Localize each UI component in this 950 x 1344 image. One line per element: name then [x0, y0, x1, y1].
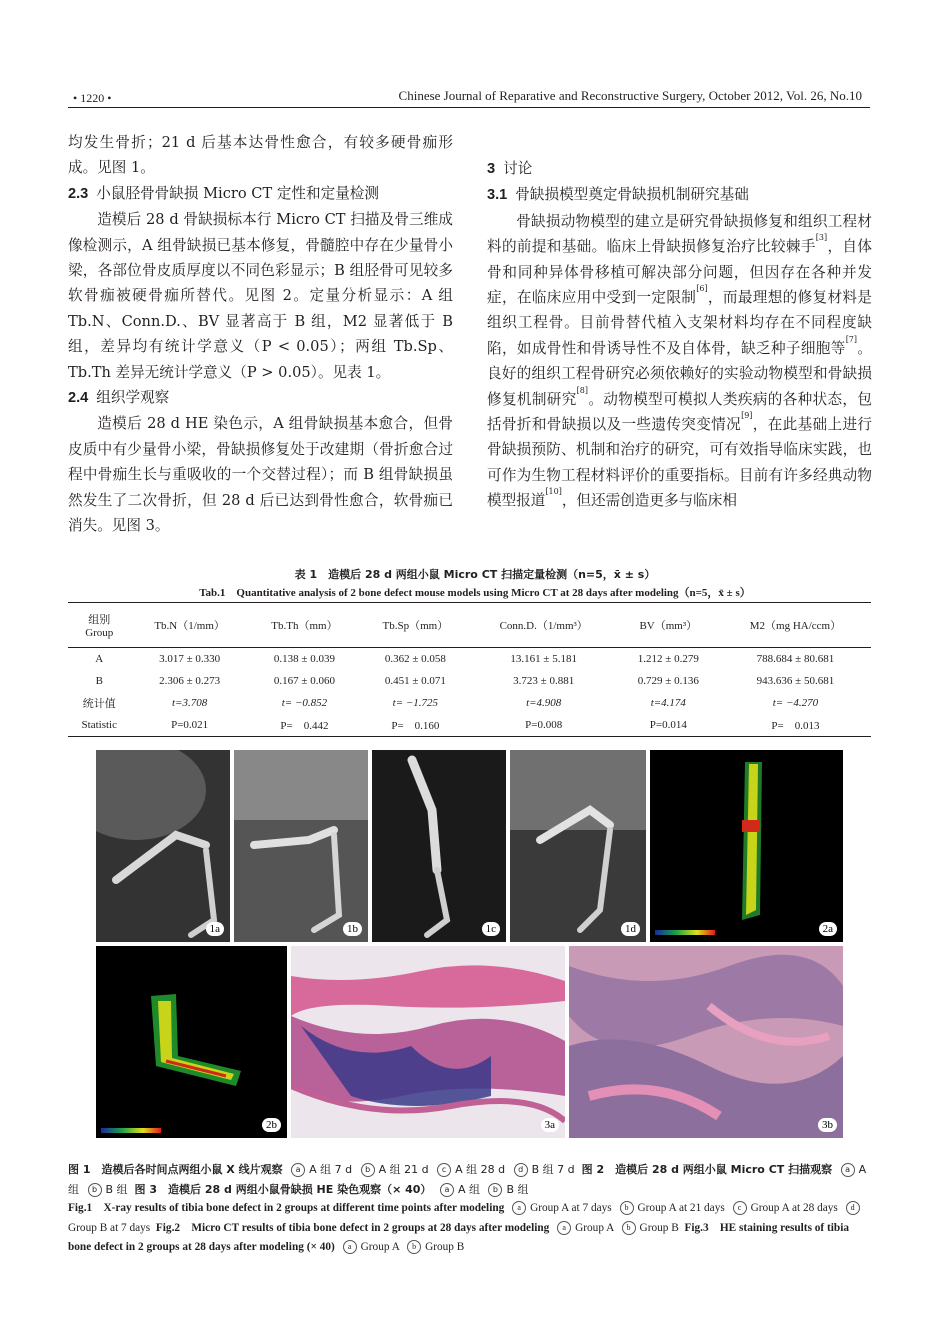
column-header: Tb.Sp（mm） [360, 603, 470, 648]
table-title-cn: 表 1 造模后 28 d 两组小鼠 Micro CT 扫描定量检测（n=5，x̄ ± s） [294, 568, 656, 581]
section-heading-2-4: 2.4 组织学观察 [68, 389, 170, 407]
paragraph: 造模后 28 d HE 染色示，A 组骨缺损基本愈合，但骨皮质中有少量骨小梁，骨缺损修复处于改建期（骨折愈合过程中骨痂生长与重吸收的一个交替过程）；而 B 组骨缺损虽然发生了二次骨折，但 28 d 后已达到骨性愈合，软骨痂已消失。见图 3。 [68, 415, 453, 535]
header-divider [68, 107, 870, 108]
figure-label: 2a [819, 922, 837, 936]
table-row: Statistic P=0.021 P= 0.442 P= 0.160 P=0.008 P=0.014 P= 0.013 [68, 714, 871, 737]
right-column [487, 156, 872, 514]
citation[interactable]: [8] [576, 385, 589, 395]
xray-1b-graphic [234, 750, 368, 942]
column-header: Tb.Th（mm） [249, 603, 360, 648]
section-heading-3: 3 讨论 [487, 160, 533, 177]
paragraph: 骨缺损动物模型的建立是研究骨缺损修复和组织工程材料的前提和基础。临床上骨缺损修复治疗比较棘手[3]，自体骨和同种异体骨移植可解决部分问题，但因存在各种并发症，在临床应用中受到一定限制[6]，而最理想的修复材料是组织工程骨。目前骨替代植入支架材料均存在不同程度缺陷，如成骨性和骨诱导性不及自体骨，缺乏种子细胞等[7]。良好的组织工程骨研究必须依赖好的实验动物模型和骨缺损修复机制研究[8]。动物模型可模拟人类疾病的各种状态，包括骨折和骨缺损以及一些遗传突变情况[9]，在此基础上进行骨缺损预防、机制和治疗的研究，可有效指导临床实践，也可作为生物工程材料评价的重要指标。目前有许多经典动物模型报道[10]，但还需创造更多与临床相 [487, 212, 872, 510]
microct-2b-graphic [96, 946, 287, 1138]
xray-1a-graphic [96, 750, 230, 942]
figure-caption-cn: 图 1 造模后各时间点两组小鼠 X 线片观察 a A 组 7 d b A 组 21 d c A 组 28 d d B 组 7 d 图 2 造模后 28 d 两组小鼠 Micro CT 扫描观察 a A 组 b B 组 图 3 造模后 28 d 两组小鼠骨缺损 HE 染色观察（× 40） a A 组 b B 组 [68, 1163, 867, 1196]
he-stain-image-3a [291, 946, 565, 1138]
figure-label: 1b [343, 922, 362, 936]
table-row: B 2.306 ± 0.273 0.167 ± 0.060 0.451 ± 0.071 3.723 ± 0.881 0.729 ± 0.136 943.636 ± 50.681 [95, 675, 835, 687]
microct-image-2a [650, 750, 843, 942]
paragraph: 造模后 28 d 骨缺损标本行 Micro CT 扫描及骨三维成像检测示，A 组骨缺损已基本修复，骨髓腔中存在少量骨小梁，各部位骨皮质厚度以不同色彩显示；B 组胫骨可见较多软骨痂被硬骨痂所替代。见图 2。定量分析显示：A 组 Tb.N、Conn.D.、BV 显著高于 B 组，M2 显著低于 B 组，差异均有统计学意义（P < 0.05）；两组 Tb.Sp、Tb.Th 差异无统计学意义（P > 0.05）。见表 1。 [68, 211, 453, 381]
he-stain-3a-graphic [291, 946, 565, 1138]
figure-label: 1a [206, 922, 224, 936]
xray-1d-graphic [510, 750, 646, 942]
section-heading-3-1: 3.1 骨缺损模型奠定骨缺损机制研究基础 [487, 186, 749, 204]
table-row: A 3.017 ± 0.330 0.138 ± 0.039 0.362 ± 0.058 13.161 ± 5.181 1.212 ± 0.279 788.684 ± 80.681 [95, 653, 835, 665]
paragraph: 均发生骨折；21 d 后基本达骨性愈合，有较多硬骨痂形成。见图 1。 [68, 134, 453, 177]
group-header: 组别 Group [68, 603, 131, 648]
column-header: BV（mm³） [617, 603, 720, 648]
microct-image-2b [96, 946, 287, 1138]
microct-2a-graphic [650, 750, 843, 942]
xray-image-1c [372, 750, 506, 942]
citation[interactable]: [10] [545, 487, 562, 497]
figure-label: 3b [818, 1118, 837, 1132]
xray-image-1b [234, 750, 368, 942]
figure-caption-en: Fig.1 X-ray results of tibia bone defect in 2 groups at different time points after modeling a Group A at 7 days b Group A at 21 days c Group A at 28 days dGroup B at 7 days Fig.2 Micro CT results of tibia bone defect in 2 groups at 28 days after modeling a Group A b Group B Fig.3 HE staining results of tibia bone defect in 2 groups at 28 days after modeling (× 40) a Group A b Group B [68, 1199, 872, 1258]
he-stain-3b-graphic [569, 946, 843, 1138]
micro-ct-table [68, 602, 871, 737]
column-header: Conn.D.（1/mm³） [471, 603, 617, 648]
xray-image-1a [96, 750, 230, 942]
table-title-en: Tab.1 Quantitative analysis of 2 bone defect mouse models using Micro CT at 28 days after modeling（n=5，x̄ ± s） [199, 587, 751, 599]
figure-label: 1d [621, 922, 640, 936]
citation[interactable]: [3] [815, 233, 828, 243]
left-column [68, 130, 453, 539]
column-header: M2（mg HA/ccm） [720, 603, 871, 648]
citation[interactable]: [9] [741, 411, 753, 421]
section-heading-2-3: 2.3 小鼠胫骨骨缺损 Micro CT 定性和定量检测 [68, 184, 379, 202]
figure-label: 2b [262, 1118, 281, 1132]
xray-image-1d [510, 750, 646, 942]
xray-1c-graphic [372, 750, 506, 942]
citation[interactable]: [6] [696, 284, 708, 294]
figure-label: 3a [541, 1118, 559, 1132]
he-stain-image-3b [569, 946, 843, 1138]
column-header: Tb.N（1/mm） [131, 603, 249, 648]
figure-label: 1c [482, 922, 500, 936]
table-row: 统计值 t=3.708 t= −0.852 t= −1.725 t=4.908 t=4.174 t= −4.270 [82, 697, 819, 710]
citation[interactable]: [7] [845, 334, 858, 344]
journal-running-head: Chinese Journal of Reparative and Reconstructive Surgery, October 2012, Vol. 26, No.10 [398, 88, 862, 103]
page-number: • 1220 • [73, 91, 112, 105]
